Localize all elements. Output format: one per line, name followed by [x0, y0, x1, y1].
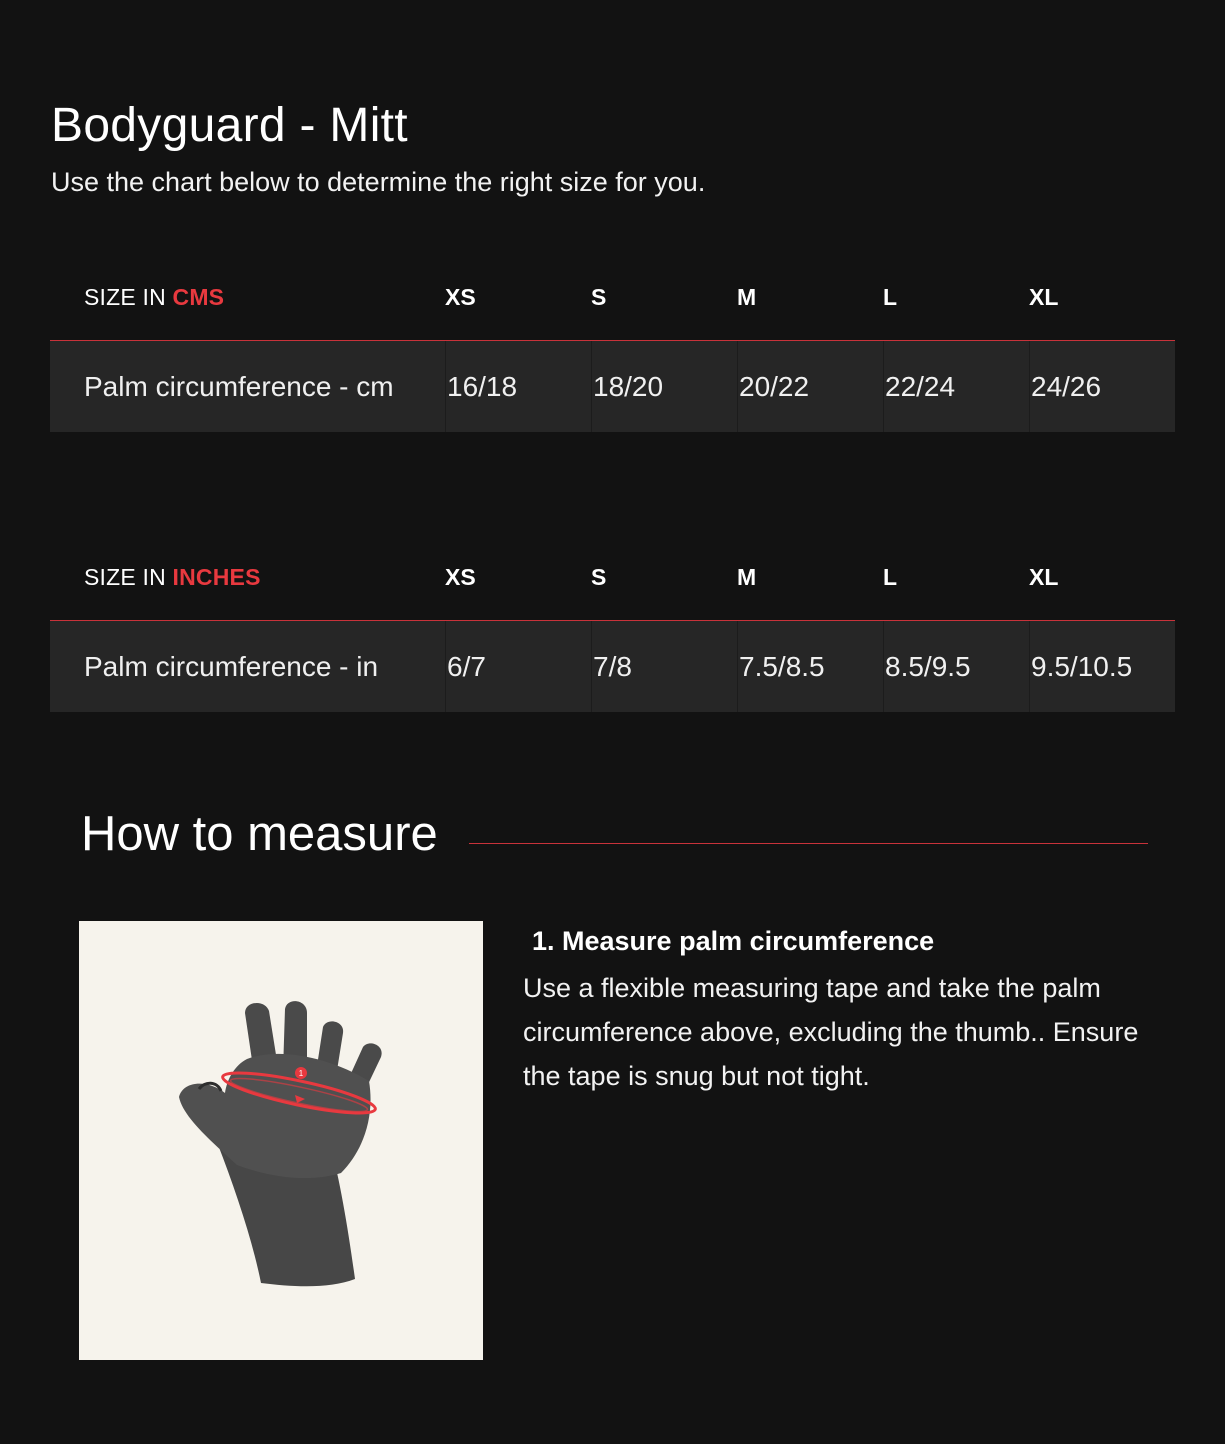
- value-cell-xl: 9.5/10.5: [1029, 621, 1177, 712]
- size-heading-prefix: SIZE IN: [84, 284, 166, 310]
- size-unit-heading: [84, 564, 261, 591]
- page-subtitle: Use the chart below to determine the right size for you.: [51, 167, 706, 197]
- size-header-l: L: [883, 564, 898, 590]
- value-cell-s: 7/8: [591, 621, 739, 712]
- measure-illustration: [79, 921, 483, 1360]
- measure-marker-number: 1: [298, 1069, 304, 1078]
- size-unit-label: CMS: [172, 284, 225, 310]
- how-to-measure-title: How to measure: [81, 807, 438, 861]
- size-unit-label: INCHES: [172, 564, 261, 590]
- size-header-xs: XS: [445, 564, 476, 590]
- step-title: 1. Measure palm circumference: [532, 926, 935, 956]
- size-header-xl: XL: [1029, 284, 1059, 310]
- value-cell-s: 18/20: [591, 341, 739, 432]
- size-header-l: L: [883, 284, 898, 310]
- row-label: Palm circumference - cm: [84, 371, 394, 402]
- value-cell-xs: 6/7: [445, 621, 593, 712]
- size-header-xs: XS: [445, 284, 476, 310]
- value-cell-l: 8.5/9.5: [883, 621, 1031, 712]
- mitt-glove-illustration-icon: [79, 921, 483, 1360]
- table-row: [50, 620, 1175, 712]
- size-table-cms: [50, 266, 1175, 402]
- size-table-header: [50, 546, 1175, 612]
- table-row: [50, 340, 1175, 432]
- page-title: Bodyguard - Mitt: [51, 99, 408, 152]
- size-table-header: [50, 266, 1175, 332]
- size-header-m: M: [737, 284, 757, 310]
- size-header-m: M: [737, 564, 757, 590]
- section-divider: [469, 843, 1148, 844]
- step-description: Use a flexible measuring tape and take the palm circumference above, excluding the thumb.. Ensure the tape is snug but not tight.: [523, 973, 1139, 1091]
- value-cell-m: 7.5/8.5: [737, 621, 885, 712]
- size-header-s: S: [591, 564, 607, 590]
- value-cell-xs: 16/18: [445, 341, 593, 432]
- size-table-inches: [50, 546, 1175, 682]
- size-unit-heading: [84, 284, 224, 311]
- value-cell-xl: 24/26: [1029, 341, 1177, 432]
- size-header-xl: XL: [1029, 564, 1059, 590]
- row-label: Palm circumference - in: [84, 651, 379, 682]
- value-cell-l: 22/24: [883, 341, 1031, 432]
- value-cell-m: 20/22: [737, 341, 885, 432]
- size-header-s: S: [591, 284, 607, 310]
- size-heading-prefix: SIZE IN: [84, 564, 166, 590]
